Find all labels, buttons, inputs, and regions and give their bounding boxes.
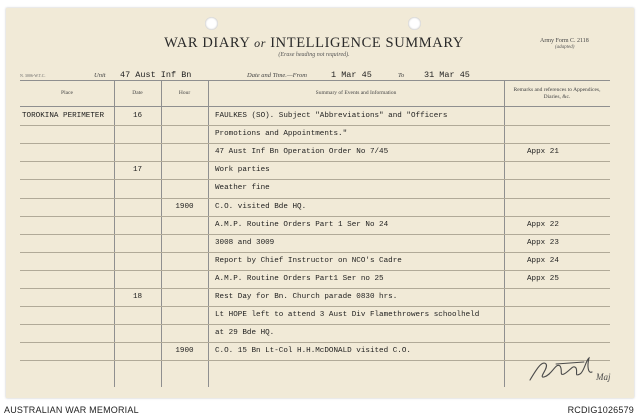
row-rule xyxy=(20,161,610,162)
footer-record-id: RCDIG1026579 xyxy=(567,405,634,415)
row-rule xyxy=(20,216,610,217)
entry-summary: Rest Day for Bn. Church parade 0830 hrs. xyxy=(215,293,398,301)
entry-date: 17 xyxy=(132,166,143,175)
row-rule xyxy=(20,179,610,180)
entry-summary: 3008 and 3009 xyxy=(215,238,275,247)
row-rule xyxy=(20,234,610,235)
col-header-summary: Summary of Events and Information xyxy=(315,90,397,97)
entry-date: 18 xyxy=(132,293,143,301)
army-form-code: (adapted) xyxy=(555,45,575,50)
row-rule xyxy=(20,342,610,343)
entry-summary: C.O. 15 Bn Lt-Col H.H.McDONALD visited C.O. xyxy=(215,347,411,356)
army-form-number: Army Form C. 2118 xyxy=(540,38,589,44)
document-title xyxy=(0,35,628,52)
entry-summary: 47 Aust Inf Bn Operation Order No 7/45 xyxy=(215,148,389,157)
row-rule xyxy=(20,198,610,199)
entry-remarks: Appx 24 xyxy=(527,256,559,265)
entry-summary: A.M.P. Routine Orders Part1 Ser no 25 xyxy=(215,274,384,283)
entry-summary: at 29 Bde HQ. xyxy=(215,329,275,338)
row-rule xyxy=(20,143,610,144)
row-rule xyxy=(20,306,610,307)
entry-place: TOROKINA PERIMETER xyxy=(22,112,105,120)
entry-summary: A.M.P. Routine Orders Part 1 Ser No 24 xyxy=(215,220,389,229)
row-rule xyxy=(20,288,610,289)
row-rule xyxy=(20,125,610,126)
col-header-place: Place xyxy=(61,90,73,97)
col-header-remarks: Remarks and references to Appendices, Diaries, &c. xyxy=(513,86,601,100)
to-date-value: 31 Mar 45 xyxy=(424,70,470,80)
row-rule xyxy=(20,324,610,325)
row-rule xyxy=(20,360,610,361)
entry-summary: FAULKES (SO). Subject "Abbreviations" and "Officers xyxy=(215,112,448,120)
unit-label: Unit xyxy=(94,72,106,79)
entry-date: 16 xyxy=(132,112,143,120)
entry-summary: Lt HOPE left to attend 3 Aust Div Flamethrowers schoolheld xyxy=(215,311,480,320)
signature-rank: Maj xyxy=(596,372,611,382)
unit-value: 47 Aust Inf Bn xyxy=(120,70,192,80)
entry-hour: 1900 xyxy=(175,202,194,211)
entry-remarks: Appx 22 xyxy=(527,220,559,229)
row-rule xyxy=(20,252,610,253)
entry-remarks: Appx 23 xyxy=(527,238,559,247)
to-label: To xyxy=(398,72,405,79)
entry-summary: C.O. visited Bde HQ. xyxy=(215,202,307,211)
entry-remarks: Appx 25 xyxy=(527,274,559,283)
document-subtitle: (Erase heading not required). xyxy=(278,52,350,58)
entry-summary: Work parties xyxy=(215,166,270,175)
entry-remarks: Appx 21 xyxy=(527,148,559,157)
footer-institution: AUSTRALIAN WAR MEMORIAL xyxy=(4,405,139,415)
title-intelligence-summary: INTELLIGENCE SUMMARY xyxy=(270,35,464,51)
col-header-hour: Hour xyxy=(178,90,191,97)
entry-summary: Weather fine xyxy=(215,184,270,193)
entry-summary: Promotions and Appointments." xyxy=(215,130,348,139)
entry-summary: Report by Chief Instructor on NCO's Cadre xyxy=(215,256,402,265)
date-time-label: Date and Time.—From xyxy=(247,72,307,79)
table-header-row xyxy=(20,80,610,107)
from-date-value: 1 Mar 45 xyxy=(331,70,372,80)
entry-hour: 1900 xyxy=(175,347,194,356)
punch-hole-right xyxy=(408,17,421,30)
title-or: or xyxy=(254,36,267,50)
title-war-diary: WAR DIARY xyxy=(164,35,250,51)
print-reference: N. 3006-W.T.C. xyxy=(20,73,46,78)
officer-signature xyxy=(526,350,618,386)
col-header-date: Date xyxy=(132,90,143,97)
punch-hole-left xyxy=(205,17,218,30)
row-rule xyxy=(20,270,610,271)
diary-sheet xyxy=(6,8,634,398)
